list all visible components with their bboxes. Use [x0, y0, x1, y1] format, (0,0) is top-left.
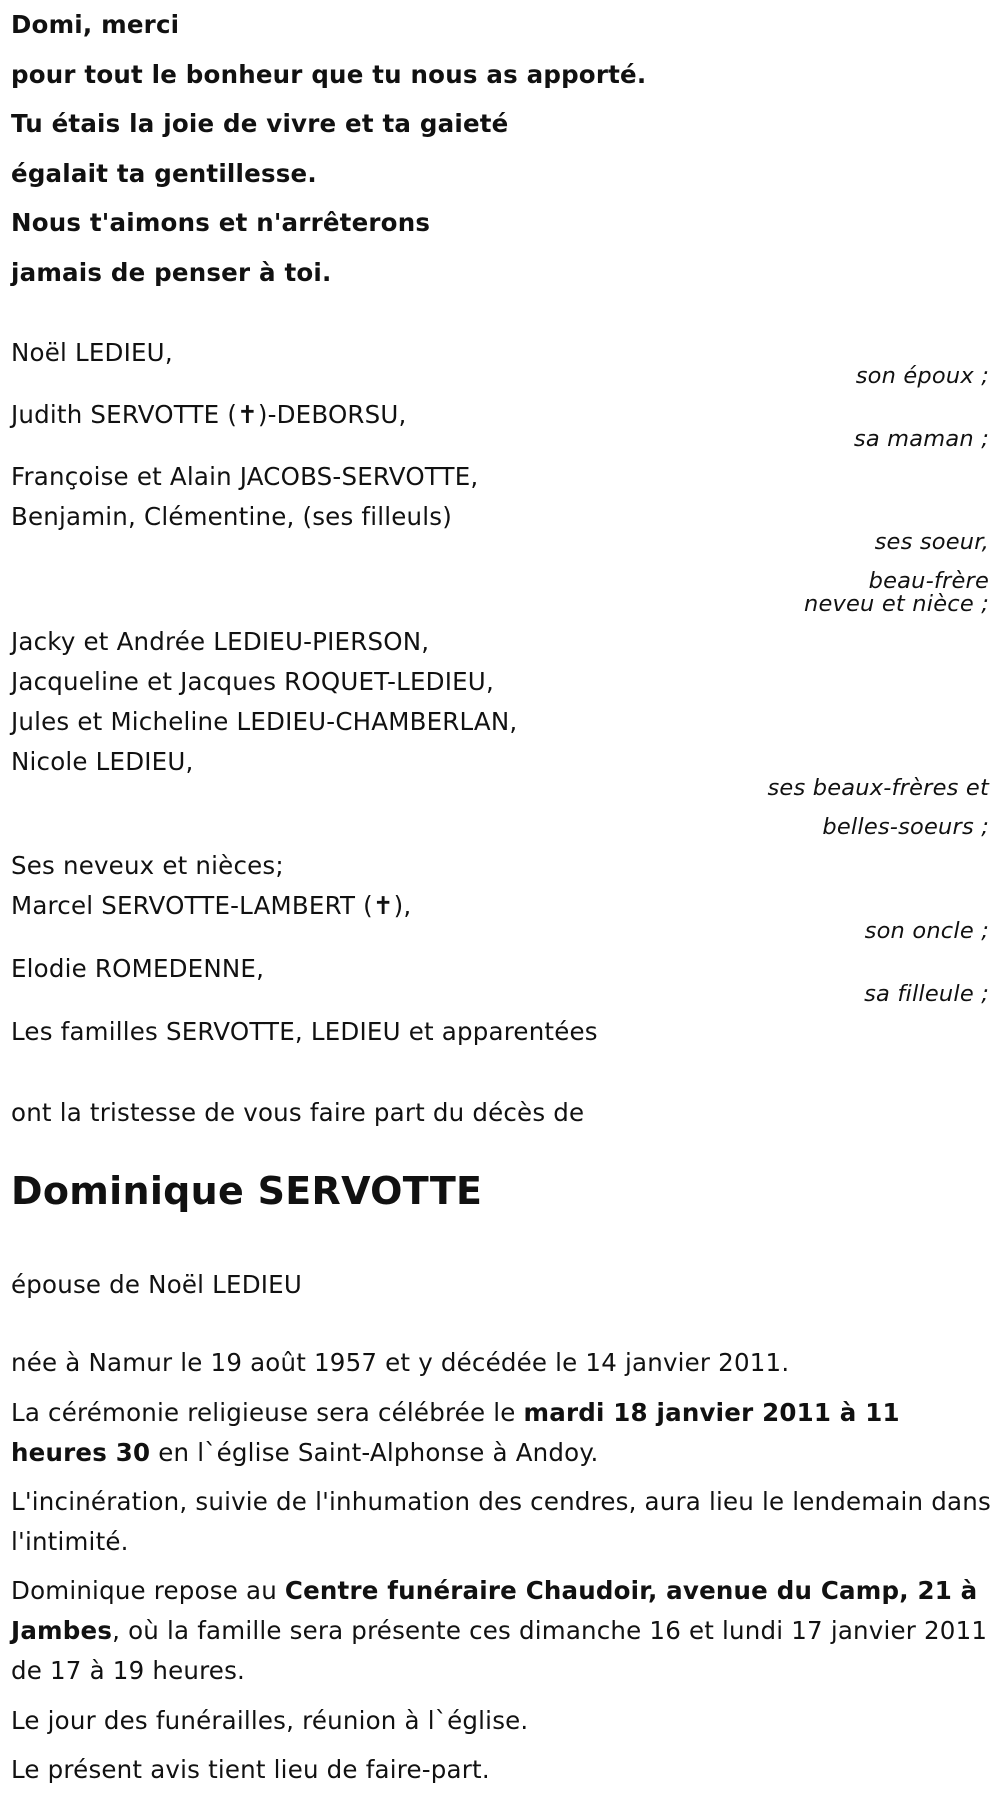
relation-label: sa filleule ;	[864, 981, 989, 1007]
family-member: Ses neveux et nièces;	[11, 851, 284, 880]
poem-line: jamais de penser à toi.	[11, 258, 332, 287]
visiting-hours: , où la famille sera présente ces dimanche 16 et lundi 17 janvier 2011 de 17 à 19 heures.	[11, 1616, 988, 1685]
birth-death-line: née à Namur le 19 août 1957 et y décédée le 14 janvier 2011.	[11, 1348, 790, 1377]
ceremony-place: en l`église Saint-Alphonse à Andoy.	[150, 1438, 599, 1467]
family-member: Judith SERVOTTE (✝)-DEBORSU,	[11, 400, 407, 429]
family-member: Benjamin, Clémentine, (ses filleuls)	[11, 502, 452, 531]
family-member: Les familles SERVOTTE, LEDIEU et apparentées	[11, 1017, 598, 1046]
poem-line: égalait ta gentillesse.	[11, 159, 317, 188]
relation-label: ses soeur,	[874, 529, 989, 555]
notice-line: Le présent avis tient lieu de faire-part.	[11, 1755, 490, 1784]
funeral-day-line: Le jour des funérailles, réunion à l`église.	[11, 1706, 529, 1735]
family-member: Jules et Micheline LEDIEU-CHAMBERLAN,	[11, 707, 518, 736]
family-member: Noël LEDIEU,	[11, 338, 173, 367]
deceased-name: Dominique SERVOTTE	[11, 1169, 483, 1213]
ceremony-date: mardi 18 janvier 2011 à 11 heures 30	[11, 1398, 900, 1467]
incineration-paragraph: L'incinération, suivie de l'inhumation des cendres, aura lieu le lendemain dans l'intimité.	[11, 1487, 991, 1556]
relation-label: sa maman ;	[853, 426, 989, 452]
poem-line: Nous t'aimons et n'arrêterons	[11, 208, 431, 237]
rest-text: Dominique repose au	[11, 1576, 285, 1605]
family-member: Marcel SERVOTTE-LAMBERT (✝),	[11, 891, 412, 920]
poem-line: pour tout le bonheur que tu nous as apporté.	[11, 60, 647, 89]
family-member: Nicole LEDIEU,	[11, 747, 194, 776]
rest-paragraph	[11, 1571, 996, 1691]
poem-line: Tu étais la joie de vivre et ta gaieté	[11, 109, 509, 138]
family-member: Françoise et Alain JACOBS-SERVOTTE,	[11, 462, 479, 491]
spouse-line: épouse de Noël LEDIEU	[11, 1270, 302, 1299]
relation-label: ses beaux-frères et	[767, 775, 989, 801]
relation-label: belles-soeurs ;	[822, 814, 989, 840]
family-member: Elodie ROMEDENNE,	[11, 954, 265, 983]
family-member: Jacqueline et Jacques ROQUET-LEDIEU,	[11, 667, 494, 696]
relation-label: neveu et nièce ;	[804, 591, 989, 617]
relation-label: son oncle ;	[864, 918, 989, 944]
relation-label: son époux ;	[855, 363, 989, 389]
ceremony-text: La cérémonie religieuse sera célébrée le	[11, 1398, 524, 1427]
family-member: Jacky et Andrée LEDIEU-PIERSON,	[11, 627, 430, 656]
poem-line: Domi, merci	[11, 10, 180, 39]
funeral-home: Centre funéraire Chaudoir, avenue du Camp, 21 à Jambes	[11, 1576, 978, 1645]
relation-label: beau-frère	[868, 568, 989, 594]
ceremony-paragraph	[11, 1393, 996, 1473]
announcement: ont la tristesse de vous faire part du décès de	[11, 1098, 585, 1127]
